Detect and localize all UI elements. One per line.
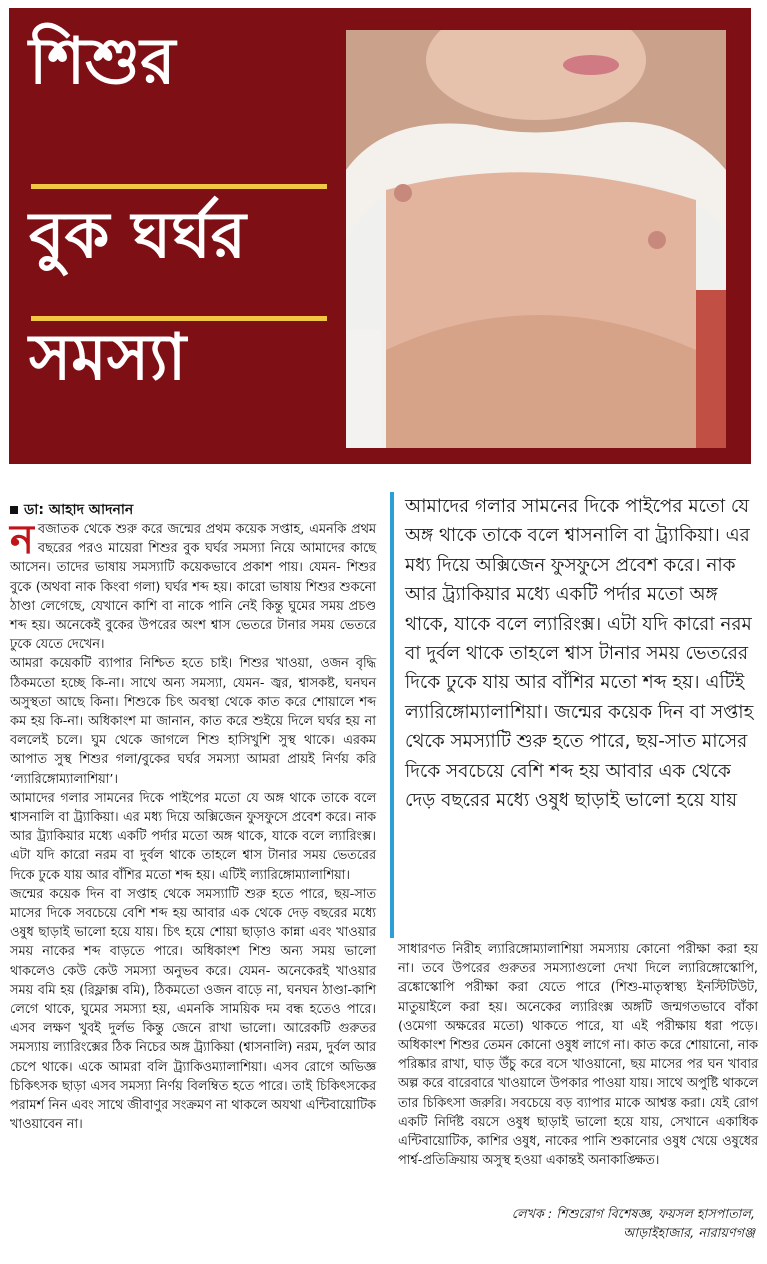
author-line-1: লেখক : শিশুরোগ বিশেষজ্ঞ, ফয়সল হাসপাতাল, [511,1207,755,1222]
infant-chest-photo [346,30,726,448]
pull-quote-bar [390,492,394,938]
right-column [398,940,758,1170]
title-line-3: সমস্যা [29,321,187,395]
dropcap: ন [10,517,34,563]
pull-quote: আমাদের গলার সামনের দিকে পাইপের মতো যে অঙ্গ থাকে তাকে বলে শ্বাসনালি বা ট্র্যাকিয়া। এর মধ্য দিয়ে অক্সিজেন ফুসফুসে প্রবেশ করে। নাক আর ট্র্যাকিয়ার মধ্যে একটি পর্দার মতো অঙ্গ থাকে, যাকে বলে ল্যারিংক্স। এটা যদি কারো নরম বা দুর্বল থাকে তাহলে শ্বাস টানার সময় ভেতরের দিকে ঢুকে যায় আর বাঁশির মতো শব্দ হয়। এটিই ল্যারিঙ্গোম্যালাশিয়া। জন্মের কয়েক দিন বা সপ্তাহ থেকে সমস্যাটি শুরু হতে পারে, ছয়-সাত মাসের দিকে সবচেয়ে বেশি শব্দ হয় আবার এক থেকে দেড় বছরের মধ্যে ওষুধ ছাড়াই ভালো হয়ে যায় [405,496,754,812]
left-column [10,517,376,1135]
paragraph-1-text: বজাতক থেকে শুরু করে জন্মের প্রথম কয়েক সপ্তাহ, এমনকি প্রথম বছরের পরও মায়েরা শিশুর বুক ঘর্ঘর সমস্যা নিয়ে আমাদের কাছে আসেন। তাদের ভাষায় সমস্যাটি কয়েকভাবে প্রকাশ পায়। যেমন- শিশুর বুকে (অথবা নাক কিংবা গলা) ঘর্ঘর শব্দ হয়। কারো ভাষায় শিশুর শুকনো ঠাণ্ডা লেগেছে, যেখানে কাশি বা নাকে পানি নেই কিন্তু ঘুমের সময় প্রচণ্ড শব্দ হয়। অনেকেই বুকের উপরের অংশ শ্বাস ভেতরে টানার সময় ভেতরে ঢুকে যেতে দেখেন। [10,522,376,653]
paragraph-1 [10,517,376,654]
bullet-icon [10,506,18,514]
title-line-2: বুক ঘর্ঘর [29,199,246,273]
byline-text: ডা: আহাদ আদনান [24,502,134,518]
title-line-1: শিশুর [29,25,176,99]
author-line-2: আড়াইহাজার, নারায়ণগঞ্জ [623,1226,755,1242]
paragraph-4: জন্মের কয়েক দিন বা সপ্তাহ থেকে সমস্যাটি শুরু হতে পারে, ছয়-সাত মাসের দিকে সবচেয়ে বেশি শব্দ হয় আবার এক থেকে দেড় বছরের মধ্যে ওষুধ ছাড়াই ভালো হয়ে যায়। চিৎ হয়ে শোয়া ছাড়াও কান্না এবং খাওয়ার সময় নাকের শব্দ বাড়তে পারে। অধিকাংশ শিশু অন্য সময় ভালো থাকলেও কেউ কেউ সমস্যা অনুভব করে। যেমন- অনেকেরই খাওয়ার সময় বমি হয় (রিফ্লাক্স বমি), ঠিকমতো ওজন বাড়ে না, ঘনঘন ঠাণ্ডা-কাশি লেগে থাকে, ঘুমের সমস্যা হয়, এমনকি সাময়িক দম বন্ধ হতেও পারে। এসব লক্ষণ খুবই দুর্লভ কিন্তু জেনে রাখা ভালো। আরেকটি গুরুতর সমস্যায় ল্যারিংক্সের ঠিক নিচের অঙ্গ ট্র্যাকিয়া (শ্বাসনালি) নরম, দুর্বল আর চেপে থাকে। একে আমরা বলি ট্র্যাকিওম্যালাশিয়া। এসব রোগে অভিজ্ঞ চিকিৎসক ছাড়া এসব সমস্যা নির্ণয় বিলম্বিত হতে পারে। তাই চিকিৎসকের পরামর্শ নিন এবং সাথে জীবাণুর সংক্রমণ না থাকলে অযথা এন্টিবায়োটিক খাওয়াবেন না। [10,886,376,1133]
author-note [395,1205,755,1243]
title-rule-1 [31,184,327,189]
paragraph-2: আমরা কয়েকটি ব্যাপার নিশ্চিত হতে চাই। শিশুর খাওয়া, ওজন বৃদ্ধি ঠিকমতো হচ্ছে কি-না। সাথে অন্য সমস্যা, যেমন- জ্বর, শ্বাসকষ্ট, ঘনঘন অসুস্থতা আছে কিনা। শিশুকে চিৎ অবস্থা থেকে কাত করে শোয়ালে শব্দ কম হয় কি-না। অধিকাংশ মা জানান, কাত করে শুইয়ে দিলে ঘর্ঘর হয় না বললেই চলে। ঘুম থেকে জাগলে শিশু হাসিখুশি সুস্থ থাকে। এরকম আপাত সুস্থ শিশুর গলা/বুকের ঘর্ঘর সমস্যা আমরা প্রায়ই নির্ণয় করি ‘ল্যারিঙ্গোম্যালাশিয়া’। [10,656,376,787]
paragraph-3: আমাদের গলার সামনের দিকে পাইপের মতো যে অঙ্গ থাকে তাকে বলে শ্বাসনালি বা ট্র্যাকিয়া। এর মধ্য দিয়ে অক্সিজেন ফুসফুসে প্রবেশ করে। নাক আর ট্র্যাকিয়ার মধ্যে একটি পর্দার মতো অঙ্গ থাকে, যাকে বলে ল্যারিংক্স। এটা যদি কারো নরম বা দুর্বল থাকে তাহলে শ্বাস টানার সময় ভেতরের দিকে ঢুকে যায় আর বাঁশির মতো শব্দ হয়। এটিই ল্যারিঙ্গোম্যালাশিয়া। [10,790,376,883]
right-paragraph: সাধারণত নিরীহ ল্যারিঙ্গোম্যালাশিয়া সমস্যায় কোনো পরীক্ষা করা হয় না। তবে উপরের গুরুতর সমস্যাগুলো দেখা দিলে ল্যারিঙ্গোস্কোপি, ব্রঙ্কোস্কোপি পরীক্ষা করা যেতে পারে (শিশু-মাতৃস্বাস্থ্য ইনস্টিটিউট, মাতুয়াইলে করা হয়। অনেকের ল্যারিংক্স অঙ্গটি জন্মগতভাবে বাঁকা (ওমেগা অক্ষরের মতো) থাকতে পারে, যা এই পরীক্ষায় ধরা পড়ে। অধিকাংশ শিশুর তেমন কোনো ওষুধ লাগে না। কাত করে শোয়ানো, নাক পরিষ্কার রাখা, ঘাড় উঁচু করে বসে খাওয়ানো, ছয় মাসের পর ঘন খাবার অল্প করে বারেবারে খাওয়ালে উপকার পাওয়া যায়। সাথে অপুষ্টি থাকলে তার চিকিৎসা জরুরি। সবচেয়ে বড় ব্যাপার মাকে আশ্বস্ত করা। যেই রোগ একটি নির্দিষ্ট বয়সে ওষুধ ছাড়াই ভালো হয়ে যায়, সেখানে একাধিক এন্টিবায়োটিক, কাশির ওষুধ, নাকের পানি শুকানোর ওষুধ খেয়ে ওষুধের পার্শ্ব-প্রতিক্রিয়ায় অসুস্থ হওয়া একান্তই অনাকাঙ্ক্ষিত। [398,942,758,1169]
photo-illustration [346,30,726,448]
